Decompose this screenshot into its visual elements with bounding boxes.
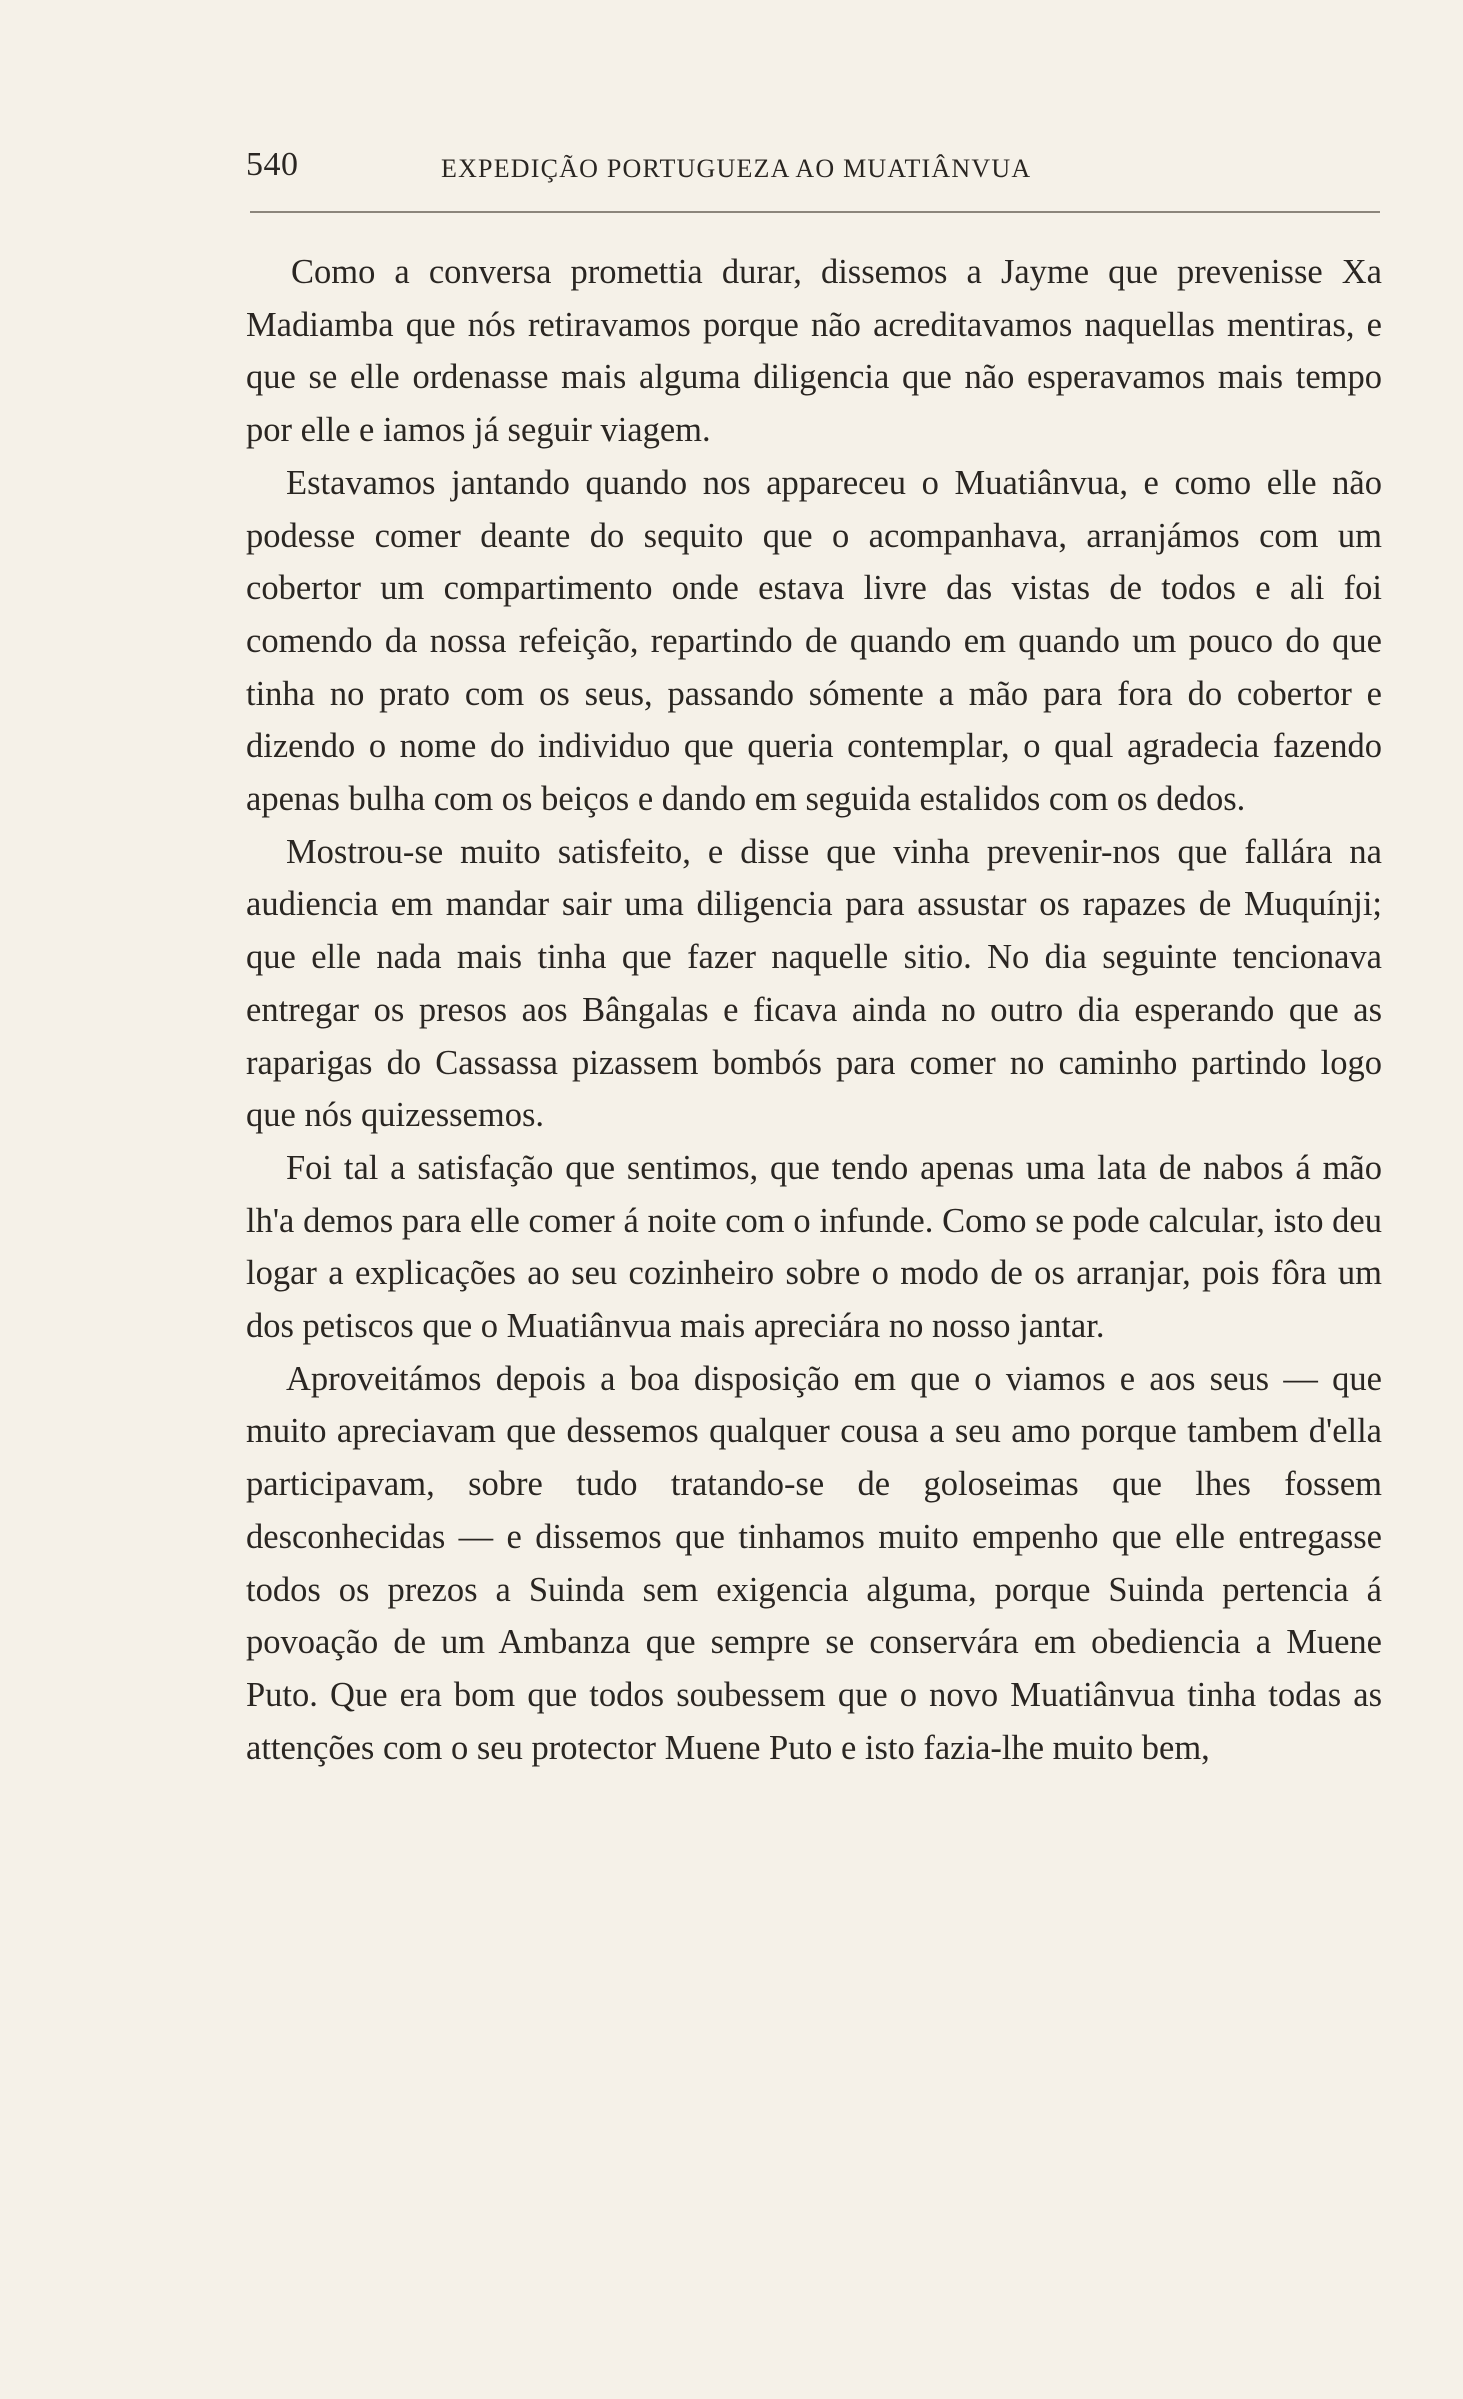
header-rule xyxy=(250,211,1380,213)
paragraph: Aproveitámos depois a boa disposição em que o viamos e aos seus — que muito apreciavam que dessemos qualquer cousa a seu amo porque tambem d'ella participavam, sobre tudo tratando-se de goloseimas que lhes fossem desconhecidas — e dissemos que tinhamos muito empenho que elle entregasse todos os prezos a Suinda sem exigencia alguma, porque Suinda pertencia á povoação de um Ambanza que sempre se conservára em obediencia a Muene Puto. Que era bom que todos soubessem que o novo Muatiânvua tinha todas as attenções com o seu protector Muene Puto e isto fazia-lhe muito bem, xyxy=(246,1359,1382,1767)
body-text xyxy=(246,246,1382,1774)
running-title: EXPEDIÇÃO PORTUGUEZA AO MUATIÂNVUA xyxy=(441,154,1032,183)
paragraph: Como a conversa promettia durar, dissemos a Jayme que prevenisse Xa Madiamba que nós retiravamos porque não acreditavamos naquellas mentiras, e que se elle ordenasse mais alguma diligencia que não esperavamos mais tempo por elle e iamos já seguir viagem. xyxy=(246,253,1382,450)
paragraph: Mostrou-se muito satisfeito, e disse que vinha prevenir-nos que fallára na audiencia em mandar sair uma diligencia para assustar os rapazes de Muquínji; que elle nada mais tinha que fazer naquelle sitio. No dia seguinte tencionava entregar os presos aos Bângalas e ficava ainda no outro dia esperando que as raparigas do Cassassa pizassem bombós para comer no caminho partindo logo que nós quizessemos. xyxy=(246,832,1382,1135)
page-number: 540 xyxy=(246,146,299,183)
page-header xyxy=(246,146,1381,194)
paragraph: Estavamos jantando quando nos appareceu o Muatiânvua, e como elle não podesse comer deante do sequito que o acompanhava, arranjámos com um cobertor um compartimento onde estava livre das vistas de todos e ali foi comendo da nossa refeição, repartindo de quando em quando um pouco do que tinha no prato com os seus, passando sómente a mão para fora do cobertor e dizendo o nome do individuo que queria contemplar, o qual agradecia fazendo apenas bulha com os beiços e dando em seguida estalidos com os dedos. xyxy=(246,463,1382,819)
paragraph: Foi tal a satisfação que sentimos, que tendo apenas uma lata de nabos á mão lh'a demos para elle comer á noite com o infunde. Como se pode calcular, isto deu logar a explicações ao seu cozinheiro sobre o modo de os arranjar, pois fôra um dos petiscos que o Muatiânvua mais apreciára no nosso jantar. xyxy=(246,1148,1382,1346)
